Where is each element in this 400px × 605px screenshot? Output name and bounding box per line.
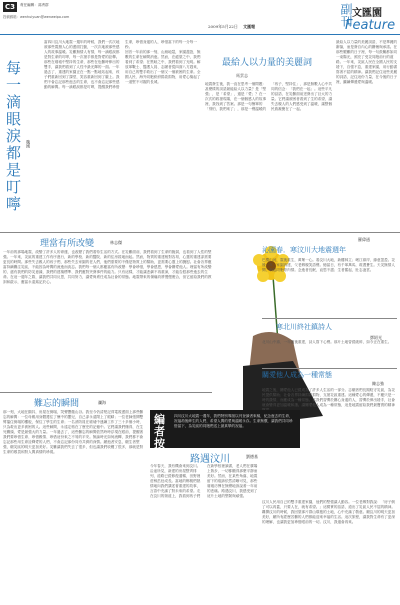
brand-feature: Feature xyxy=(345,18,396,33)
divider-a4 xyxy=(262,318,397,319)
author-a3: 林志傑 xyxy=(110,240,122,245)
brand-wenhui: 文匯園 xyxy=(352,8,382,19)
editor-note-text: 四川汶川大地震一週年，我們特別專版以刊登讀者來稿，紀念逝去的生命，祝福劫後餘生的人們，希望人間的愛與溫暖永存。生命無價，讓我們共同珍惜當下，為災區的同胞們送上最真摯的祝福。 xyxy=(174,414,293,428)
article-a6-body: 地震之後，關愛他人已經成為了許多人生活的一部分。志願者們長期駐守災區，為災民提供幫助；社會各界持續捐款捐物，支援災區重建。這種愛心的傳遞，不應只是一時的激情，而應成為一種常態。當我們習慣於關心身邊的人，習慣於伸出援手，社會就會變得更加溫暖和諧。讓關愛他人成為一種常態，這是地震留給我們最寶貴的精神 xyxy=(262,388,395,407)
editor-note-label: 編者按 xyxy=(154,413,165,450)
headline-a7: 難忘的瞬間 xyxy=(34,399,80,409)
headline-a1: 每一滴眼淚都是叮嚀 xyxy=(4,60,22,213)
article-a8-body: 今年春天，我有機會來到汶川。沿途所見，新建的房屋整齊排列，道路已經修復通暢，田野裡莊稼茁壯成長。當地的鄉親們熱情地向我們講述著重建的故事，言語中充滿了對未來的希望。走在汶川的街道上，我看到孩子們在新學校裡讀書，老人們在廣場上散步，一切都顯得那麼平靜而美好。然而，在某些角落，地震留下的痕跡依然清晰可見，那些廢墟彷彿在無聲地訴說著一年前的悲痛。路遇汶川，我感受到了這片土地的堅韌與頑強。 xyxy=(150,464,258,498)
masthead xyxy=(0,0,400,34)
author-a8: 劉德基 xyxy=(246,454,258,459)
page-ref: 責任編輯：馮秀群 xyxy=(20,3,49,7)
article-a8-side: 汶川人民用自己的雙手重建家園，他們的堅強讓人動容。一位老鄉對我說：「房子倒了可以再蓋，只要人在，就有希望。」這樸實的話語，道出了災區人民不屈的精神。離開汶川的時候，我回望那片群山環抱的土地，心中充滿了敬意。願汶川的明天更加美好，願所有經歷苦難的人們都能迎來幸福的生活。這次旅程，讓我對生命有了更深的理解，也讓我更加珍惜眼前的一切。汶川，我還會再來。 xyxy=(262,500,395,524)
paper-name: 文匯報 xyxy=(243,24,256,29)
date-text: 2009年5月22日 xyxy=(208,24,238,29)
headline-a2: 最給人以力量的美麗詞 xyxy=(222,58,313,68)
author-a6: 陳志強 xyxy=(372,381,384,386)
article-a1-body: 當四川汶川大地震一週年的時候，我們一次次地被那些震撼人心的畫面打動，一次次地被那些感人的故事溫暖。災難無情人有情，每一滴眼淚都是對生命的叮嚀，每一次援手都是對愛的詮釋。那些在廢墟中堅持的生命，那些在危難時伸出的雙手，讓我們看到了人性中最光輝的一面。一年過去了，重建的家園正在一點一點地站起來，孩子們重新回到了課堂，笑容重新回到了臉上。我們不會忘記那些逝去的生命，也不會忘記那些感動的瞬間。每一滴眼淚都是叮嚀，提醒我們珍惜生命，珍惜身邊的人，珍惜當下的每一分每一秒。 回首一年前的那一刻，山崩地裂，家園盡毀，無數的生命在瞬間消逝。然而，在絕望之中，我們看到了希望；在黑暗之中，我們看到了光明。解放軍戰士、醫護人員、志願者從四面八方趕來，用自己的雙手救出了一個又一個被困的生命。全國人民、海外同胞紛紛捐款捐物，用愛心築起了一道堅不可摧的長城。 xyxy=(44,40,201,89)
top-date xyxy=(208,24,255,30)
divider-h2 xyxy=(0,392,212,393)
article-a7-body: 那一刻，大地在顫抖，房屋在倒塌，哭聲響徹山谷。我至今仍清楚記得電視畫面上那些難忘的瞬間：一位母親用身體護住了懷中的嬰兒，自己卻永遠閉上了眼睛；一位老師張開雙臂擋住倒塌的樓板，保住了學生的生命；一名消防員在廢墟中連續工作了三十多個小時，只為救出更多被困的人。這些瞬間，永遠定格在了歷史的記憶中。它們讓我們懂得，在生死關頭，愛是最強大的力量。一年過去了，這些難忘的瞬間依然時時浮現在眼前，提醒著我們要珍惜生命、珍惜親情、珍惜這份來之不易的平安。無論時光如何流轉，我們都不會忘記那些用生命詮釋愛的人們，不會忘記那份同舟共濟的深情。願逝者安息，願生者堅強，願災區的明天更加美好。災難讓我們失去了很多，但也讓我們收穫了很多，那就是對生命的敬畏和對人間真情的珍視。 xyxy=(3,410,144,454)
article-a5-body: 北川山中鎮，一年過後重建，詩人寫下心聲。那片土地曾經破碎，如今正在重生。 xyxy=(262,340,392,344)
headline-a6: 關愛他人成為一種常態 xyxy=(262,371,332,379)
headline-a3: 理當有所改變 xyxy=(40,239,95,249)
divider-h1 xyxy=(0,232,400,233)
author-a4: 羅偉通 xyxy=(358,237,370,242)
headline-a4: 沁園春．寒汶川大地震週年 xyxy=(262,246,346,254)
editor-note-box xyxy=(150,410,300,448)
headline-a5: 寒北川終社鎮詩人 xyxy=(276,323,332,331)
author-a1: 魏國 xyxy=(26,140,31,148)
article-a3-body: 一年前的那場地震，改變了許多人的命運，也改變了我們看待生活的方式。在災難面前，我們看到了生命的脆弱，也看到了人性的堅強。一年來，災區的重建工作有序進行，新的學校、新的醫院、新的住房拔地而起。然而，物質的重建相對容易，心靈的重建卻需要更長的時間。那些失去親人的孩子們，那些失去家園的老人們，他們需要的不僅是物質上的幫助，更需要心靈上的撫慰。社會各界應當持續關注災區，不能因為時間的流逝而淡忘。我們每一個人都應當有所改變：學會珍惜，學會感恩，學會關愛他人。理當有所改變的，還有我們的防災意識、我們的建築標準、我們應對突發事件的能力。只有這樣，才能讓悲劇不再重演，才能告慰那些逝去的生命。在這一週年之際，讓我們共同反思，共同努力，讓愛與責任成為社會的常態。地震帶來的傷痛終將慢慢癒合，但它留給我們的教訓和啟示，應當永遠銘記於心。 xyxy=(3,250,212,284)
author-a5: 鄧紹光 xyxy=(370,335,382,340)
section-tag: C3 xyxy=(4,3,15,11)
article-a4-body: 巴蜀山河，震後重生，萬眾一心。看汶川大地，新樓林立；岷江兩岸，綠意盈盈。災後一年，家園再建，父老鄉親笑語聲。憶當日，有千軍萬馬，救護蒼生。天災無情人間，喚起同胞骨肉情。念逝者長眠，哀思不盡；生者奮起，壯志凌雲。 xyxy=(262,258,395,272)
masthead-rule xyxy=(0,34,400,35)
author-a2: 馬雲志 xyxy=(236,73,248,78)
brand-fukan: 副刊 xyxy=(339,3,353,27)
author-a7: 瀾海 xyxy=(98,400,106,405)
article-a2-side: 最給人以力量的美麗詞語，不是華麗的辭藻，而是發自內心的關懷與承諾。在那些艱難的日子裡，每一句鼓勵都如同一束陽光，照亮了受災同胞前行的道路。一年來，災區人民在全國人民的支援下，自強不息，重建家園，用行動書寫著不屈的精神。讓我們記住這些美麗的詞語，記住這份力量，在今後的日子裡，繼續傳遞愛與溫暖。 xyxy=(336,40,398,84)
headline-a8: 路遇汶川 xyxy=(190,454,230,465)
article-a2-body: 地震發生後，我一直在思考一個問題：甚麼樣的詞語最能給人以力量？是「堅強」，是「希望」，還是「愛」？在一次次的救援現場，在一個個感人的故事裡，我找到了答案。那是一句簡單的「別怕，我們來了」，那是一聲溫暖的「孩子，堅持住」，那是無數人心中共同的信念：「我們在一起」。這些平凡的話語，在災難面前迸發出了巨大的力量。它們讓被困者看到了生的希望，讓失去親人的人們感受到了溫暖，讓整個民族凝聚在了一起。 xyxy=(205,82,333,111)
divider-a5 xyxy=(262,368,397,369)
email-line: 投稿郵箱：wenhuiyuan@wenweipo.com xyxy=(3,15,70,19)
